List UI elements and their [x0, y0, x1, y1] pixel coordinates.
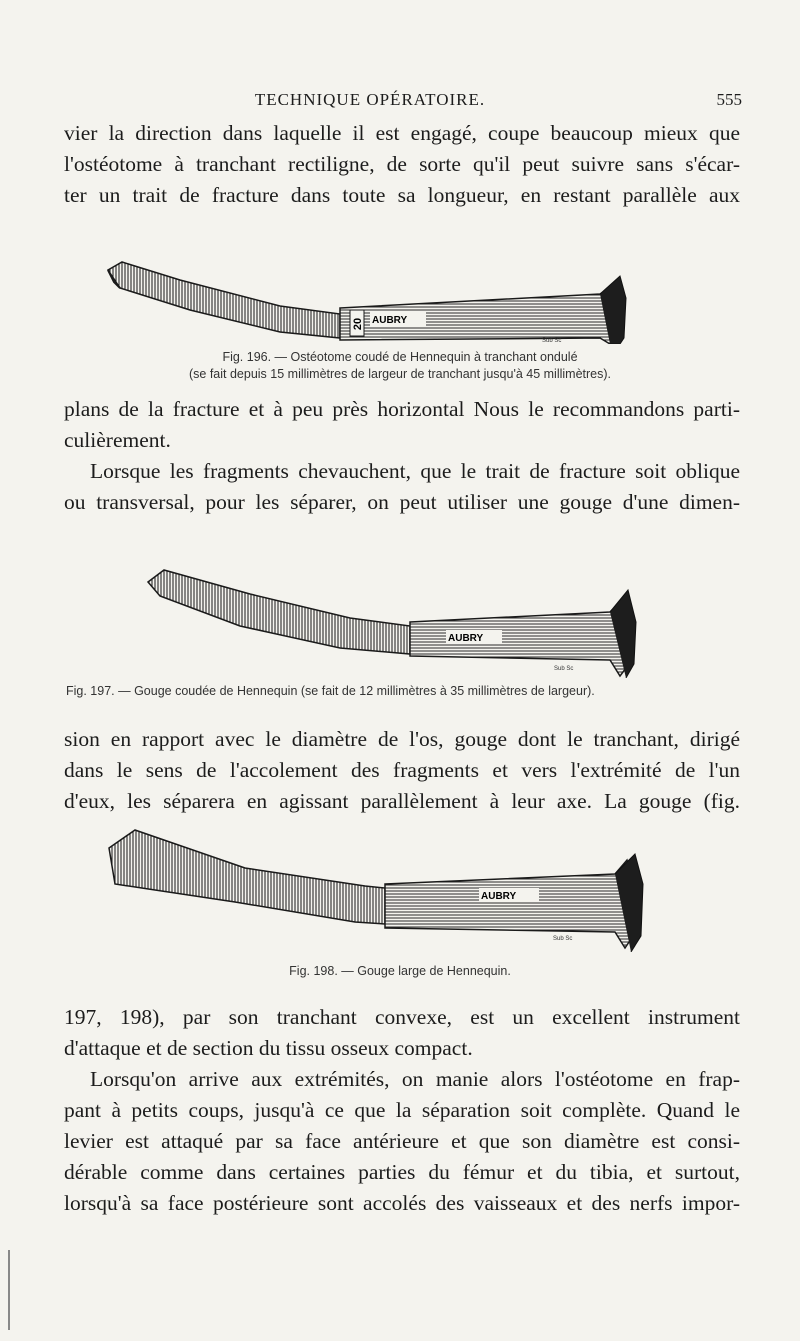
paragraph-6 [64, 1064, 740, 1219]
maker-mark: AUBRY [481, 891, 517, 902]
text-line: ou transversal, pour les séparer, on peut utiliser une gouge d'une dimen- [64, 490, 740, 514]
large-gouge-illustration [105, 824, 650, 952]
caption-line: Fig. 196. — Ostéotome coudé de Hennequin à tranchant ondulé [222, 350, 578, 364]
caption-line: (se fait depuis 15 millimètres de largeur de tranchant jusqu'à 45 millimètres). [188, 367, 612, 381]
engraver-mark: Sub Sc [554, 666, 574, 672]
text-line: dérable comme dans certaines parties du fémur et du tibia, et surtout, [64, 1160, 740, 1184]
text-line: levier est attaqué par sa face antérieure et que son diamètre est consi- [64, 1129, 740, 1153]
figure-197-caption: Fig. 197. — Gouge coudée de Hennequin (se fait de 12 millimètres à 35 millimètres de largeur). [66, 684, 595, 698]
engraver-mark: Sub Sc [542, 338, 562, 344]
osteotome-illustration [100, 258, 640, 344]
gouge-illustration [130, 560, 650, 678]
text-line: d'attaque et de section du tissu osseux compact. [64, 1036, 473, 1060]
text-line: 197, 198), par son tranchant convexe, est un excellent instrument [64, 1005, 740, 1029]
figure-196-caption [100, 349, 700, 383]
running-head [0, 90, 800, 120]
text-line: culièrement. [64, 428, 171, 452]
text-line: d'eux, les séparera en agissant parallèlement à leur axe. La gouge (fig. [64, 789, 740, 813]
paragraph-3 [64, 456, 740, 518]
figure-198-caption: Fig. 198. — Gouge large de Hennequin. [289, 964, 511, 978]
text-line: l'ostéotome à tranchant rectiligne, de sorte qu'il peut suivre sans s'écar- [64, 152, 740, 176]
page-number: 555 [716, 90, 742, 109]
size-mark: 20 [352, 317, 364, 331]
text-line: dans le sens de l'accolement des fragments et vers l'extrémité de l'un [64, 758, 740, 782]
running-title: TECHNIQUE OPÉRATOIRE. [254, 90, 486, 109]
figure-196-osteotome [100, 258, 640, 344]
paragraph-4 [64, 724, 740, 817]
text-line: pant à petits coups, jusqu'à ce que la séparation soit complète. Quand le [64, 1098, 740, 1122]
figure-198-gouge-large [105, 824, 650, 952]
maker-mark: AUBRY [448, 633, 484, 644]
text-line: Lorsque les fragments chevauchent, que le trait de fracture soit oblique [90, 459, 740, 483]
text-line: plans de la fracture et à peu près horizontal Nous le recommandons parti- [64, 397, 740, 421]
engraver-mark: Sub Sc [553, 936, 573, 942]
text-line: vier la direction dans laquelle il est engagé, coupe beaucoup mieux que [64, 121, 740, 145]
text-line: sion en rapport avec le diamètre de l'os, gouge dont le tranchant, dirigé [64, 727, 740, 751]
text-line: ter un trait de fracture dans toute sa longueur, en restant parallèle aux [64, 183, 740, 207]
page-edge-mark [8, 1250, 10, 1330]
figure-197-gouge [130, 560, 650, 678]
paragraph-1 [64, 118, 740, 211]
text-line: lorsqu'à sa face postérieure sont accolés des vaisseaux et des nerfs impor- [64, 1191, 740, 1215]
paragraph-2 [64, 394, 740, 456]
paragraph-5 [64, 1002, 740, 1064]
text-line: Lorsqu'on arrive aux extrémités, on manie alors l'ostéotome en frap- [90, 1067, 740, 1091]
maker-mark: AUBRY [372, 315, 408, 326]
